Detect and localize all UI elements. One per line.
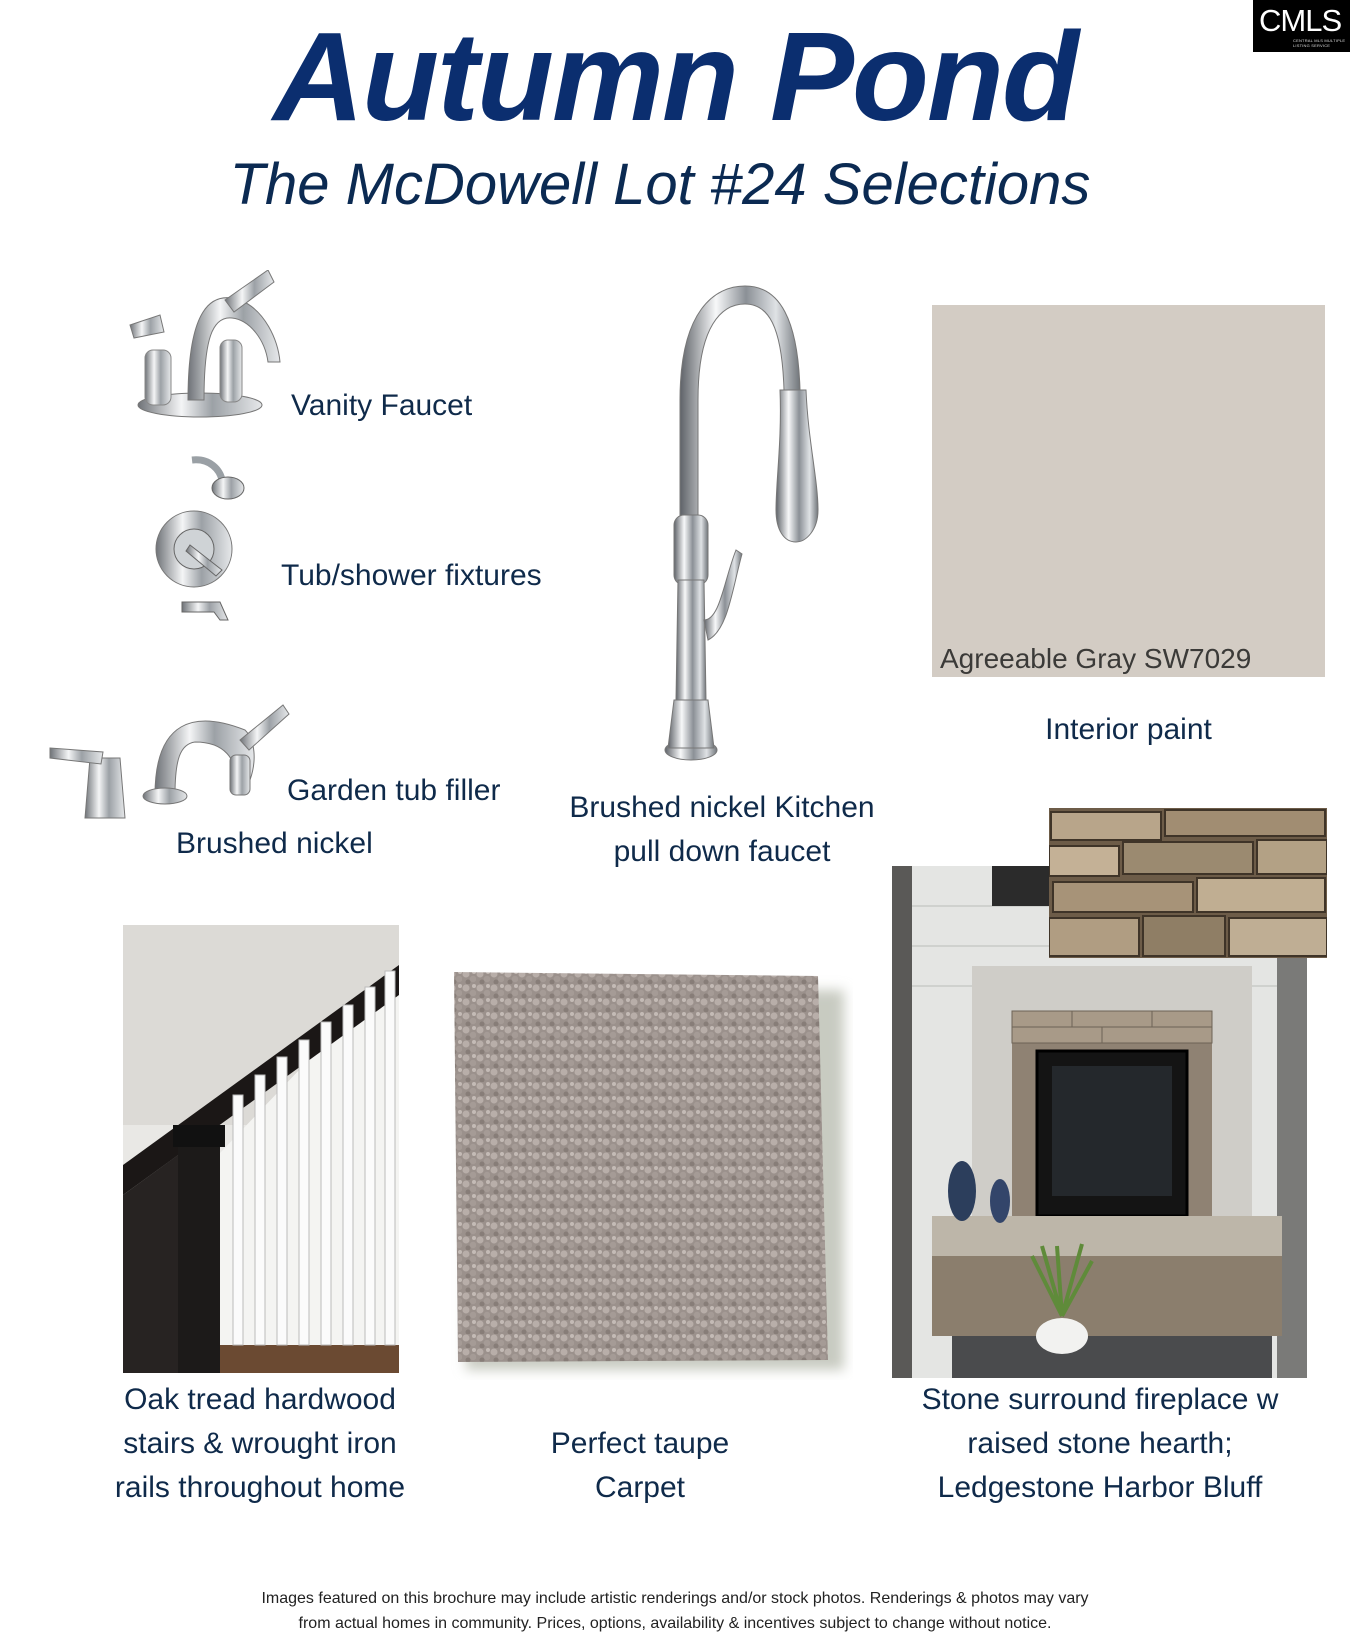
- disclaimer: [0, 1586, 1350, 1636]
- paint-swatch-name: Agreeable Gray SW7029: [940, 643, 1252, 674]
- vanity-faucet-label: Vanity Faucet: [291, 389, 473, 422]
- logo-subtext: CENTRAL MLS MULTIPLE LISTING SERVICE: [1293, 38, 1346, 48]
- ledgestone-sample-image: [1049, 808, 1327, 958]
- tub-shower-label: Tub/shower fixtures: [281, 559, 542, 592]
- carpet-swatch-image: [448, 970, 853, 1380]
- fireplace-label-line3: Ledgestone Harbor Bluff: [937, 1471, 1263, 1504]
- page-title: Autumn Pond: [273, 6, 1077, 147]
- stairs-image: [123, 925, 399, 1373]
- garden-tub-label: Garden tub filler: [287, 774, 501, 807]
- page-subtitle: The McDowell Lot #24 Selections: [229, 152, 1091, 217]
- kitchen-faucet-image: [660, 280, 860, 780]
- paint-swatch: [932, 305, 1325, 677]
- garden-tub-filler-image: [45, 700, 290, 825]
- tub-shower-fixtures-image: [150, 450, 250, 635]
- kitchen-faucet-label-line1: Brushed nickel Kitchen: [569, 791, 875, 824]
- fireplace-label-line1: Stone surround fireplace w: [921, 1383, 1279, 1416]
- interior-paint-label: Interior paint: [1045, 713, 1212, 746]
- vanity-faucet-image: [100, 270, 300, 430]
- kitchen-faucet-label-line2: pull down faucet: [613, 835, 831, 868]
- fireplace-label-line2: raised stone hearth;: [967, 1427, 1233, 1460]
- stairs-label-line3: rails throughout home: [114, 1471, 406, 1504]
- disclaimer-line1: Images featured on this brochure may include artistic renderings and/or stock photos. Renderings & photos may vary: [261, 1590, 1089, 1607]
- disclaimer-line2: from actual homes in community. Prices, options, availability & incentives subject to change without notice.: [298, 1615, 1052, 1632]
- stairs-label-line2: stairs & wrought iron: [123, 1427, 397, 1460]
- brushed-nickel-label: Brushed nickel: [176, 827, 373, 860]
- carpet-label-line2: Carpet: [594, 1471, 686, 1504]
- logo-text: CMLS: [1259, 3, 1342, 38]
- stairs-label-line1: Oak tread hardwood: [124, 1383, 396, 1416]
- carpet-label-line1: Perfect taupe: [550, 1427, 730, 1460]
